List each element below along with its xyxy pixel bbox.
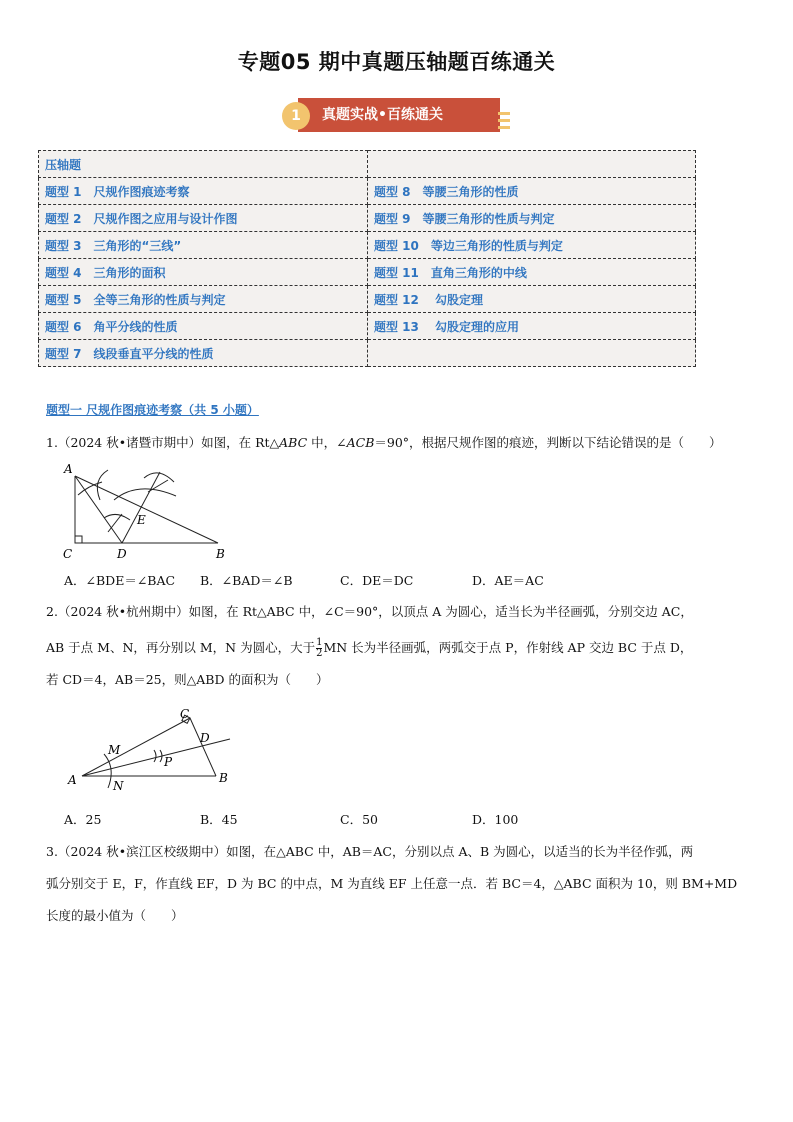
side-ab [75, 476, 218, 543]
question-text: （2024 秋•杭州期中）如图，在 Rt△ABC 中，∠C＝90°，以顶点 A 为圆心，适当长为半径画弧，分别交边 AC， [57, 604, 693, 619]
option-b[interactable]: B．45 [200, 812, 238, 827]
arc-mark [154, 750, 156, 762]
topic-link[interactable]: 题型 10 等边三角形的性质与判定 [368, 232, 696, 259]
arc-mark [97, 470, 108, 500]
option-d[interactable]: D．100 [472, 812, 519, 827]
option-c[interactable]: C．DE＝DC [340, 573, 414, 588]
right-angle-mark [75, 536, 82, 543]
topic-table-row [39, 340, 696, 367]
question-text: 中，∠ [307, 435, 347, 450]
arc-mark [78, 482, 102, 495]
point-label: B [219, 771, 228, 785]
question-text [46, 596, 751, 628]
topic-link[interactable]: 题型 5 全等三角形的性质与判定 [39, 286, 368, 313]
fraction [316, 638, 322, 659]
section-heading[interactable]: 题型一 尺规作图痕迹考察（共 5 小题） [46, 403, 259, 417]
option-a[interactable]: A．∠BDE＝∠BAC [64, 573, 176, 588]
point-label: D [200, 731, 210, 745]
topic-table-row [39, 259, 696, 286]
topic-table-header: 压轴题 [39, 151, 368, 178]
question-text: ABC [279, 435, 308, 450]
arc-mark [104, 514, 130, 520]
question-text: 若 CD＝4，AB＝25，则△ABD 的面积为（ ） [46, 672, 329, 687]
topic-link[interactable]: 题型 11 直角三角形的中线 [368, 259, 696, 286]
point-label: A [64, 462, 73, 476]
question-text [46, 900, 751, 932]
point-label: P [164, 755, 173, 769]
topic-link[interactable]: 题型 12 勾股定理 [368, 286, 696, 313]
topic-table-cell [368, 151, 696, 178]
segment-de [122, 472, 160, 543]
point-label: E [137, 513, 146, 527]
page-title: 专题05 期中真题压轴题百练通关 [237, 50, 556, 74]
segment-ad [75, 476, 122, 543]
question-number: 1. [46, 435, 58, 450]
topic-link[interactable]: 题型 6 角平分线的性质 [39, 313, 368, 340]
topic-table-empty-cell [368, 340, 696, 367]
side-cb [190, 718, 216, 776]
question-number: 2. [46, 604, 58, 619]
point-label: B [216, 547, 225, 561]
question-text: ＝90°，根据尺规作图的痕迹，判断以下结论错误的是（ ） [374, 435, 722, 450]
topic-link[interactable]: 题型 4 三角形的面积 [39, 259, 368, 286]
topic-table-row [39, 286, 696, 313]
banner-number-badge: 1 [282, 102, 310, 130]
topic-table [38, 150, 696, 367]
option-b[interactable]: B．∠BAD＝∠B [200, 573, 293, 588]
question-text [46, 868, 751, 900]
question-3 [46, 836, 751, 932]
question-text [46, 836, 751, 868]
topic-link[interactable]: 题型 13 勾股定理的应用 [368, 313, 696, 340]
topic-table-row [39, 205, 696, 232]
arc-mark [108, 514, 122, 532]
point-label: C [63, 547, 73, 561]
question-text: （2024 秋•滨江区校级期中）如图，在△ABC 中，AB＝AC，分别以点 A、B 为圆心，以适当的长为半径作弧，两 [57, 844, 694, 859]
topic-link[interactable]: 题型 2 尺规作图之应用与设计作图 [39, 205, 368, 232]
topic-link[interactable]: 题型 9 等腰三角形的性质与判定 [368, 205, 696, 232]
q2-figure [66, 704, 238, 796]
banner-label: 真题实战•百练通关 [298, 98, 500, 132]
question-1 [46, 427, 751, 459]
point-label: M [108, 743, 121, 757]
question-text: AB 于点 M、N，再分别以 M，N 为圆心，大于 [46, 640, 316, 655]
side-ac [82, 718, 190, 776]
option-a[interactable]: A．25 [64, 812, 102, 827]
question-number: 3. [46, 844, 58, 859]
point-label: D [117, 547, 127, 561]
topic-link[interactable]: 题型 7 线段垂直平分线的性质 [39, 340, 368, 367]
option-c[interactable]: C．50 [340, 812, 378, 827]
topic-link[interactable]: 题型 1 尺规作图痕迹考察 [39, 178, 368, 205]
question-text [46, 632, 751, 664]
topic-table-row [39, 232, 696, 259]
topic-link[interactable]: 题型 8 等腰三角形的性质 [368, 178, 696, 205]
question-text: 长度的最小值为（ ） [46, 908, 184, 923]
point-label: N [113, 779, 124, 793]
topic-table-row [39, 313, 696, 340]
section-banner [282, 96, 514, 136]
question-text: 如图，在 Rt△ [201, 435, 280, 450]
arc-mark [104, 754, 111, 788]
topic-link[interactable]: 题型 3 三角形的“三线” [39, 232, 368, 259]
option-d[interactable]: D．AE＝AC [472, 573, 544, 588]
question-text [46, 664, 751, 696]
question-2 [46, 596, 751, 696]
topic-table-header-row [39, 151, 696, 178]
fraction-numerator: 1 [316, 637, 323, 648]
fraction-denominator: 2 [316, 648, 323, 659]
question-source: （2024 秋•诸暨市期中） [57, 435, 202, 450]
point-label: C [180, 707, 190, 721]
question-text: ACB [346, 435, 375, 450]
q1-figure [58, 460, 233, 564]
point-label: A [68, 773, 77, 787]
topic-table-row [39, 178, 696, 205]
question-text: 弧分别交于 E，F，作直线 EF，D 为 BC 的中点，M 为直线 EF 上任意一点．若 BC＝4，△ABC 面积为 10，则 BM+MD [46, 876, 738, 891]
question-text: MN 长为半径画弧，两弧交于点 P，作射线 AP 交边 BC 于点 D， [323, 640, 693, 655]
